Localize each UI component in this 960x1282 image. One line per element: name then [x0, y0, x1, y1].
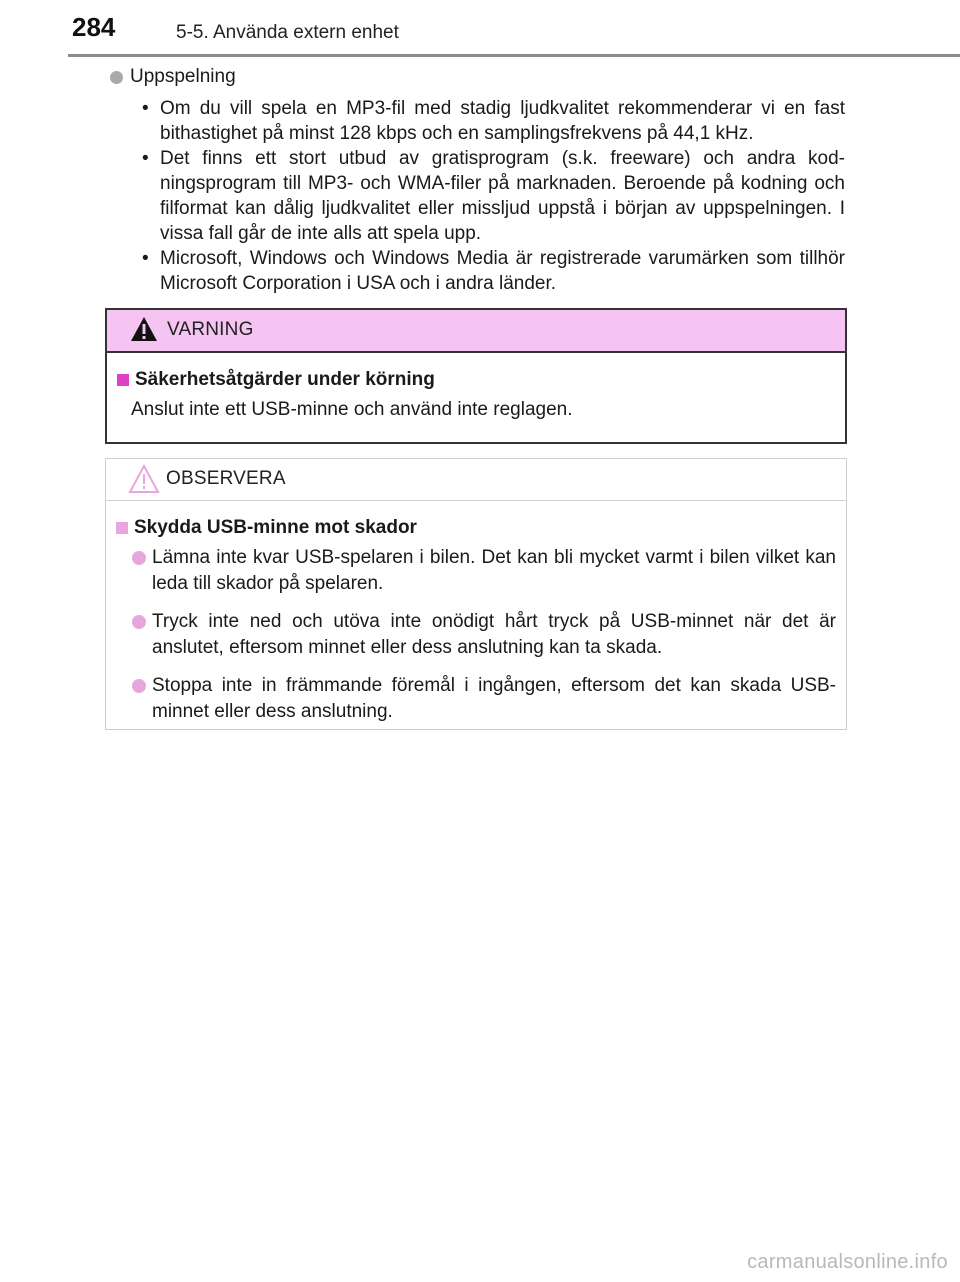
square-bullet-icon — [116, 522, 128, 534]
watermark: carmanualsonline.info — [747, 1251, 948, 1273]
list-item-text: Tryck inte ned och utöva inte onödigt hårt tryck på USB-minnet när det är anslutet, eftersom minnet eller dess anslutning kan ta skada. — [152, 611, 836, 658]
pink-bullet-icon — [132, 551, 146, 565]
header-rule — [68, 54, 960, 57]
warning-subheading-text: Säkerhetsåtgärder under körning — [135, 369, 435, 390]
caution-triangle-icon — [128, 464, 160, 494]
list-item: • Microsoft, Windows och Windows Media är registrerade varumärken som tillhör Microsoft Corporation i USA och i andra länder. — [110, 246, 845, 296]
list-item: • Om du vill spela en MP3-fil med stadig ljudkvalitet rekommenderar vi en fast bithastighet på minst 128 kbps och en samplingsfrekvens på 44,1 kHz. — [110, 96, 845, 146]
notice-list — [116, 545, 836, 725]
list-item — [116, 545, 836, 597]
section-title: 5-5. Använda extern enhet — [176, 22, 399, 43]
playback-section — [110, 66, 845, 296]
pink-bullet-icon — [132, 679, 146, 693]
notice-header — [106, 459, 846, 501]
warning-box — [105, 308, 847, 444]
notice-title: OBSERVERA — [166, 468, 286, 489]
warning-header — [107, 310, 845, 353]
warning-title: VARNING — [167, 319, 254, 340]
playback-heading-text: Uppspelning — [130, 66, 236, 87]
page-number: 284 — [72, 12, 116, 42]
warning-triangle-icon — [129, 315, 159, 343]
list-item — [116, 673, 836, 725]
list-item — [116, 609, 836, 661]
warning-body — [107, 353, 845, 423]
notice-subheading — [116, 517, 836, 539]
playback-bullet-list — [110, 96, 845, 296]
notice-body — [106, 501, 846, 725]
square-bullet-icon — [117, 374, 129, 386]
list-item-text: Lämna inte kvar USB-spelaren i bilen. Det kan bli mycket varmt i bilen vilket kan leda till skador på spelaren. — [152, 547, 836, 594]
list-item-text: Stoppa inte in främmande föremål i ingången, eftersom det kan skada USB-minnet eller dess anslutning. — [152, 675, 836, 722]
playback-heading — [110, 66, 845, 88]
grey-bullet-icon — [110, 71, 123, 84]
list-item: • Det finns ett stort utbud av gratisprogram (s.k. freeware) och andra kodningsprogram till MP3- och WMA-filer på marknaden. Beroende på kodning och filformat kan dålig ljudkvalitet eller missljud uppstå i början av uppspelningen. I vissa fall går de inte alls att spela upp. — [110, 146, 845, 246]
warning-text: Anslut inte ett USB-minne och använd inte reglagen. — [131, 399, 573, 420]
notice-box — [105, 458, 847, 730]
pink-bullet-icon — [132, 615, 146, 629]
notice-subheading-text: Skydda USB-minne mot skador — [134, 517, 417, 538]
page-header — [0, 0, 960, 56]
warning-subheading — [117, 369, 835, 391]
